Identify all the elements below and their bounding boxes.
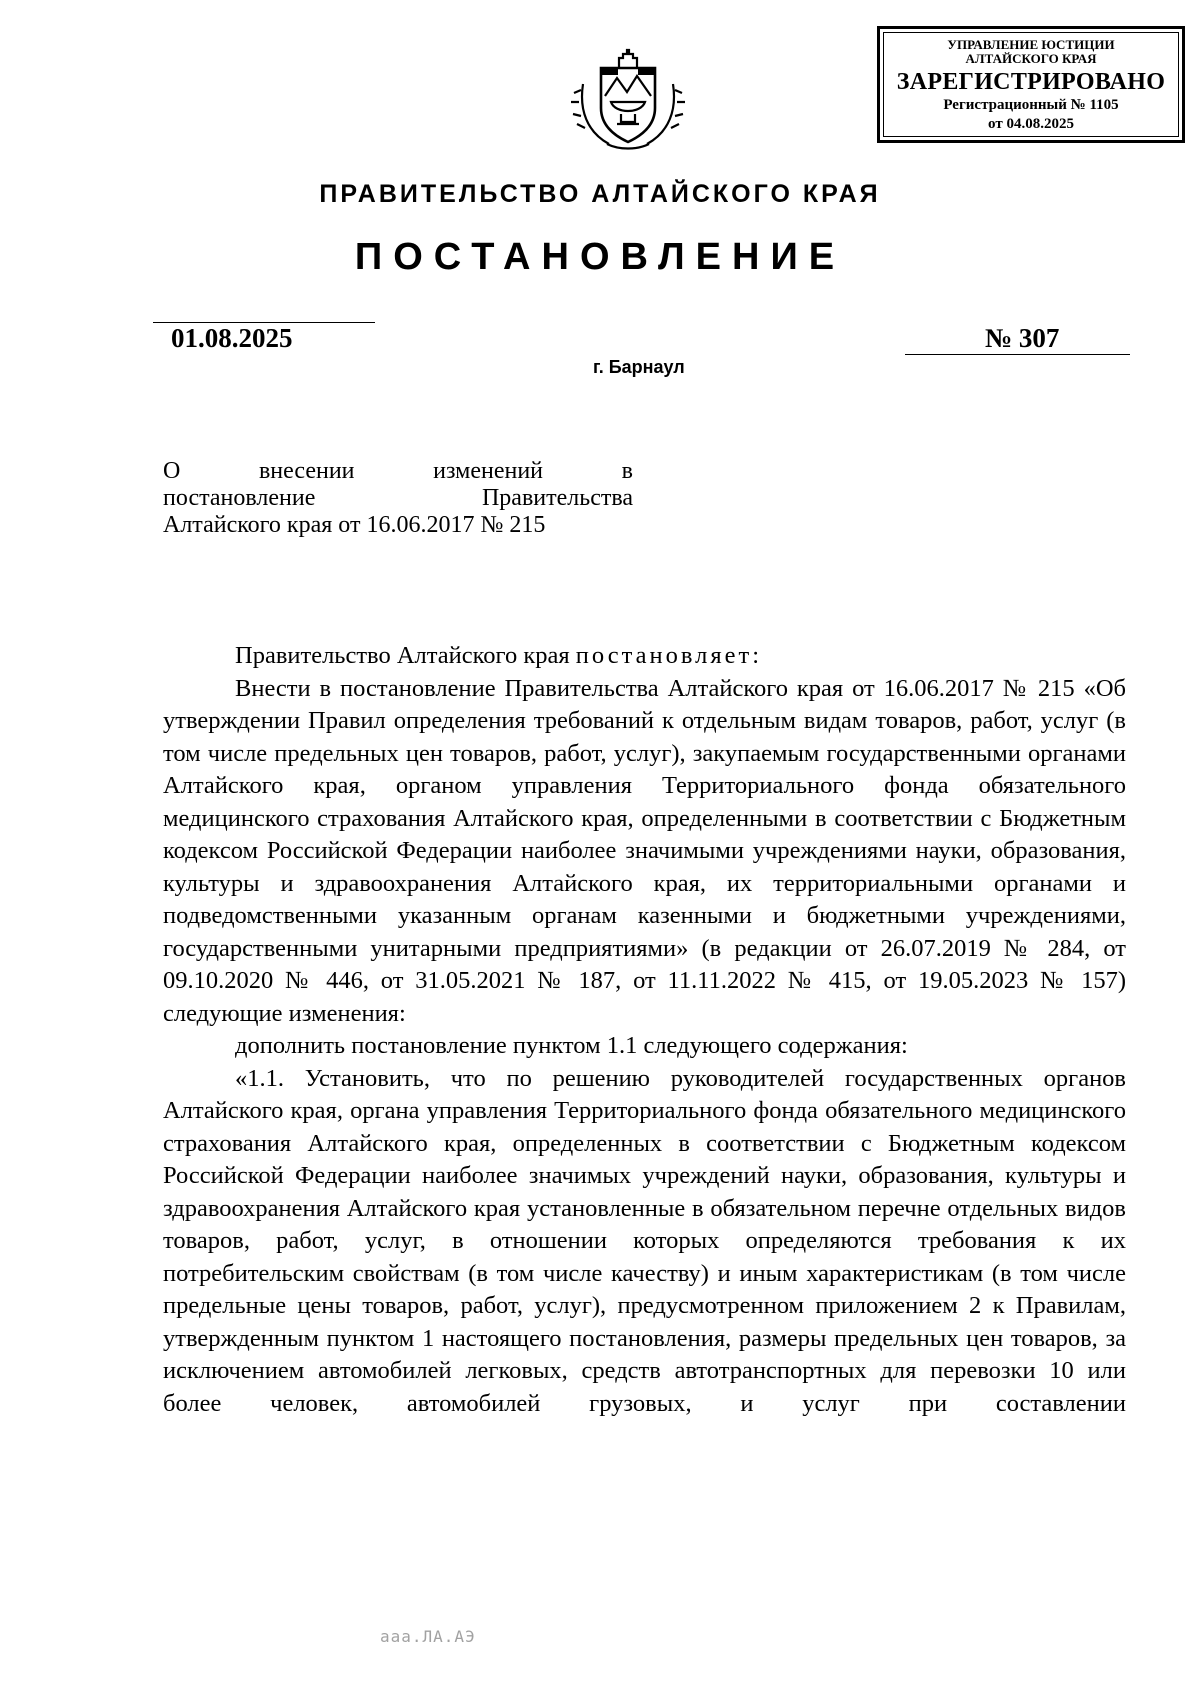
document-date: 01.08.2025: [171, 323, 293, 353]
title-line-1: О внесении изменений в: [163, 458, 633, 484]
title-line-3: Алтайского края от 16.06.2017 № 215: [163, 512, 546, 538]
resolution-prefix: Правительство Алтайского края: [235, 642, 576, 669]
resolution-verb: постановляет: [575, 642, 753, 669]
document-body: [163, 640, 1126, 1420]
document-title: [163, 458, 633, 539]
paragraph-1: Внести в постановление Правительства Алтайского края от 16.06.2017 № 215 «Об утверждении Правил определения требований к отдельным видам товаров, работ, услуг (в том числе предельных цен товаров, работ, услуг), закупаемым государственными органами Алтайского края, органом управления Территориального фонда обязательного медицинского страхования Алтайского края, определенными в соответствии с Бюджетным кодексом Российской Федерации наиболее значимыми учреждениями науки, образования, культуры и здравоохранения Алтайского края, их территориальными органами и подведомственными указанным органам казенными и бюджетными учреждениями, государственными унитарными предприятиями» (в редакции от 26.07.2019 № 284, от 09.10.2020 № 446, от 31.05.2021 № 187, от 11.11.2022 № 415, от 19.05.2023 № 157) следующие изменения:: [163, 674, 1126, 1027]
document-type: ПОСТАНОВЛЕНИЕ: [354, 236, 846, 278]
resolution-suffix: :: [752, 642, 759, 669]
stamp-authority-line1: УПРАВЛЕНИЕ ЮСТИЦИИ: [947, 37, 1115, 52]
title-line-2: постановление Правительства: [163, 485, 633, 511]
document-city: г. Барнаул: [593, 357, 685, 377]
registration-stamp: [877, 26, 1185, 143]
coat-of-arms-emblem: [569, 36, 687, 154]
organization-name: ПРАВИТЕЛЬСТВО АЛТАЙСКОГО КРАЯ: [319, 180, 881, 208]
scan-footer-mark: [380, 1627, 540, 1649]
resolution-clause: [163, 640, 1126, 673]
stamp-authority-line2: АЛТАЙСКОГО КРАЯ: [965, 51, 1097, 66]
stamp-reg-number: Регистрационный № 1105: [943, 97, 1119, 113]
document-number: № 307: [985, 323, 1060, 353]
number-underline: [905, 354, 1130, 355]
paragraph-3: «1.1. Установить, что по решению руководителей государственных органов Алтайского края, органа управления Территориального фонда обязательного медицинского страхования Алтайского края, определенных в соответствии с Бюджетным кодексом Российской Федерации наиболее значимых учреждений науки, образования, культуры и здравоохранения Алтайского края установленные в обязательном перечне отдельных видов товаров, работ, услуг, в отношении которых определяются требования к их потребительским свойствам (в том числе качеству) и иным характеристикам (в том числе предельные цены товаров, работ, услуг), предусмотренном приложением 2 к Правилам, утвержденным пунктом 1 настоящего постановления, размеры предельных цен товаров, за исключением автомобилей легковых, средств автотранспортных для перевозки 10 или более человек, автомобилей грузовых, и услуг при составлении: [163, 1064, 1126, 1417]
stamp-status: ЗАРЕГИСТРИРОВАНО: [896, 69, 1166, 95]
scan-footer-text: ааа.ЛА.АЭ: [380, 1627, 476, 1646]
stamp-reg-date: от 04.08.2025: [988, 116, 1074, 132]
paragraph-2: дополнить постановление пунктом 1.1 следующего содержания:: [235, 1032, 908, 1059]
